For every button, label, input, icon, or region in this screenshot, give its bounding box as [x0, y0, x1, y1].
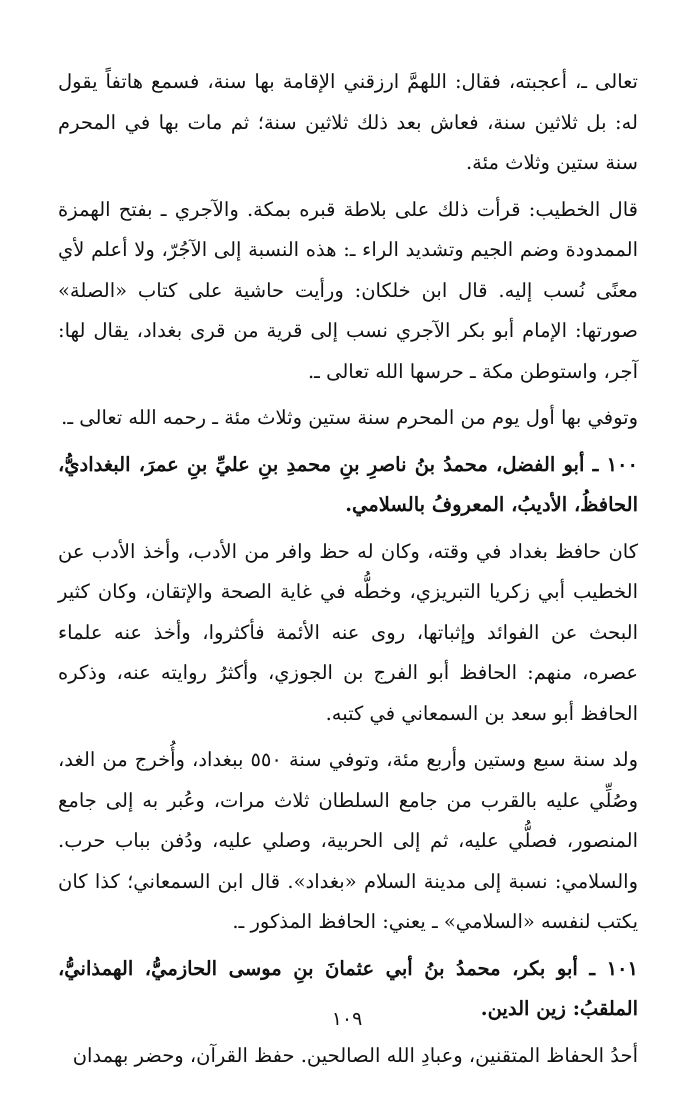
- paragraph-8: أحدُ الحفاظ المتقنين، وعبادِ الله الصالحين. حفظ القرآن، وحضر بهمدان: [72, 1043, 638, 1067]
- paragraph-5: كان حافظ بغداد في وقته، وكان له حظ وافر من الأدب، وأخذ الأدب عن الخطيب أبي زكريا التبريزي، وخطُّه في غاية الصحة والإتقان، وكان كثير البحث عن الفوائد وإثباتها، روى عنه الأئمة فأكثروا، وأخذ عنه علماء عصره، منهم: الحافظ أبو الفرج بن الجوزي، وأكثرُ روايته عنه، وذكره الحافظ أبو سعد بن السمعاني في كتبه.: [58, 539, 638, 725]
- page-body: [58, 62, 638, 1076]
- paragraph-6: ولد سنة سبع وستين وأربع مئة، وتوفي سنة ٥٥٠ ببغداد، وأُخرج من الغد، وصُلِّي عليه بالقرب من جامع السلطان ثلاث مرات، وعُبر به إلى جامع المنصور، فصلُّي عليه، ثم إلى الحربية، وصلي عليه، ودُفن بباب حرب. والسلامي: نسبة إلى مدينة السلام «بغداد». قال ابن السمعاني؛ كذا كان يكتب لنفسه «السلامي» ـ يعني: الحافظ المذكور ـ.: [58, 748, 638, 933]
- paragraph-1: تعالى ـ، أعجبته، فقال: اللهمَّ ارزقني الإقامة بها سنة، فسمع هاتفاً يقول له: بل ثلاثين سنة، فعاش بعد ذلك ثلاثين سنة؛ ثم مات بها في المحرم سنة ستين وثلاث مئة.: [58, 70, 638, 174]
- entry-heading-100: ١٠٠ ـ أبو الفضل، محمدُ بنُ ناصرِ بنِ محمدِ بنِ عليِّ بنِ عمرَ، البغداديُّ، الحافظُ، الأديبُ، المعروفُ بالسلامي.: [58, 452, 638, 516]
- entry-heading-101: ١٠١ ـ أبو بكر، محمدُ بنُ أبي عثمانَ بنِ موسى الحازميُّ، الهمذانيُّ، الملقبُ: زين الدين.: [58, 956, 638, 1020]
- paragraph-3: وتوفي بها أول يوم من المحرم سنة ستين وثلاث مئة ـ رحمه الله تعالى ـ.: [61, 406, 638, 429]
- page-number: ١٠٩: [331, 1008, 363, 1030]
- paragraph-2: قال الخطيب: قرأت ذلك على بلاطة قبره بمكة. والآجري ـ بفتح الهمزة الممدودة وضم الجيم وتشديد الراء ـ: هذه النسبة إلى الآجُرّ، ولا أعلم لأي معنًى نُسب إليه. قال ابن خلكان: ورأيت حاشية على كتاب «الصلة» صورتها: الإمام أبو بكر الآجري نسب إلى قرية من قرى بغداد، يقال لها: آجر، واستوطن مكة ـ حرسها الله تعالى ـ.: [58, 197, 638, 383]
